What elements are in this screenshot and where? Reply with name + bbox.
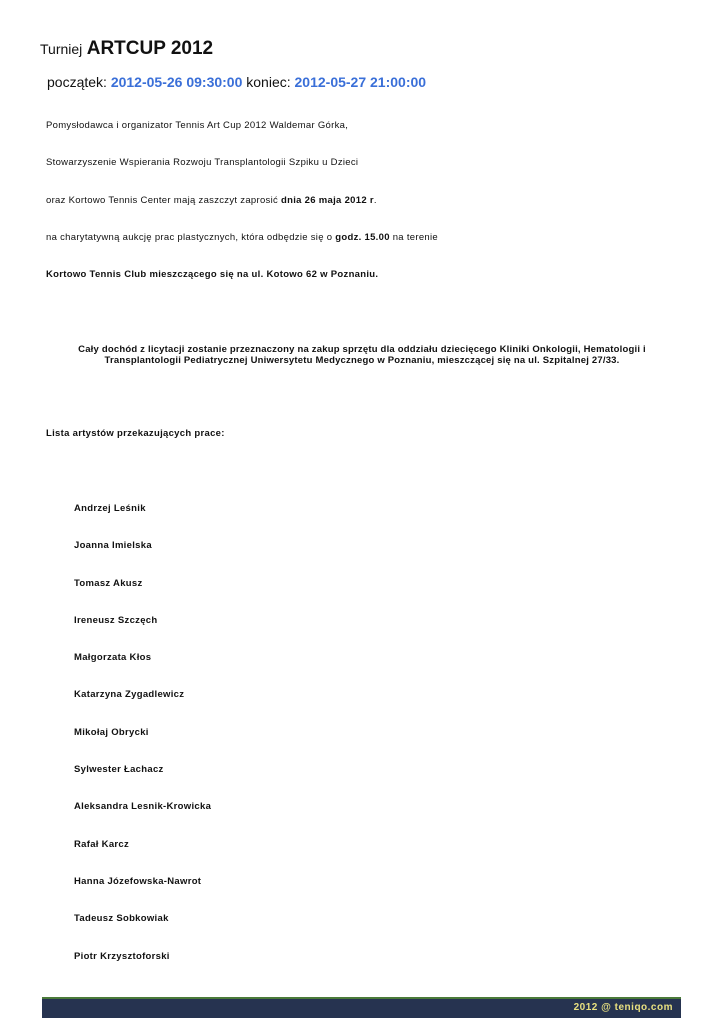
start-value: 2012-05-26 09:30:00 (110, 74, 243, 90)
end-label: koniec: (246, 74, 291, 90)
auction-text: na charytatywną aukcję prac plastycznych, która odbędzie się o (46, 232, 336, 243)
auction-time: godz. 15.00 (335, 232, 390, 243)
list-item: Mikołaj Obrycki (74, 726, 149, 738)
paragraph-organizer: Pomysłodawca i organizator Tennis Art Cup 2012 Waldemar Górka, (46, 120, 349, 131)
list-item: Małgorzata Kłos (74, 652, 152, 664)
footer-text: 2012 @ teniqo.com (573, 1002, 673, 1013)
paragraph-association: Stowarzyszenie Wspierania Rozwoju Transplantologii Szpiku u Dzieci (46, 157, 359, 168)
list-item: Piotr Krzysztoforski (74, 950, 170, 962)
page-footer (42, 997, 681, 1018)
list-item: Katarzyna Zygadlewicz (74, 689, 185, 701)
list-item: Joanna Imielska (74, 540, 152, 552)
invitation-text: oraz Kortowo Tennis Center mają zaszczyt zaprosić (46, 195, 281, 206)
list-item: Tadeusz Sobkowiak (74, 913, 169, 925)
invitation-end: . (373, 195, 377, 206)
page-title (40, 38, 213, 60)
invitation-date: dnia 26 maja 2012 r (281, 195, 374, 206)
list-item: Hanna Józefowska-Nawrot (74, 875, 202, 887)
proceeds-note: Cały dochód z licytacji zostanie przeznaczony na zakup sprzętu dla oddziału dziecięcego Kliniki Onkologii, Hematologii i Transplantologii Pediatrycznej Uniwersytetu Medycznego w Poznaniu, mieszczącej się na ul. Szpitalnej 27/33. (78, 344, 646, 366)
paragraph-location: Kortowo Tennis Club mieszczącego się na ul. Kotowo 62 w Poznaniu. (46, 269, 379, 280)
paragraph-auction (46, 232, 438, 243)
list-item: Rafał Karcz (74, 838, 130, 850)
list-item: Andrzej Leśnik (74, 503, 146, 514)
list-item: Tomasz Akusz (74, 577, 143, 589)
title-prefix: Turniej (40, 41, 83, 57)
start-label: początek: (47, 74, 107, 90)
auction-end: na terenie (389, 232, 438, 243)
list-item: Sylwester Łachacz (74, 764, 164, 776)
artists-heading: Lista artystów przekazujących prace: (46, 428, 225, 439)
list-item: Ireneusz Szczęch (74, 614, 158, 626)
end-value: 2012-05-27 21:00:00 (294, 74, 427, 90)
title-main: ARTCUP 2012 (86, 38, 214, 59)
paragraph-invitation (46, 195, 377, 206)
event-dates (47, 74, 426, 90)
list-item: Aleksandra Lesnik-Krowicka (74, 801, 212, 813)
artist-list (74, 503, 211, 988)
